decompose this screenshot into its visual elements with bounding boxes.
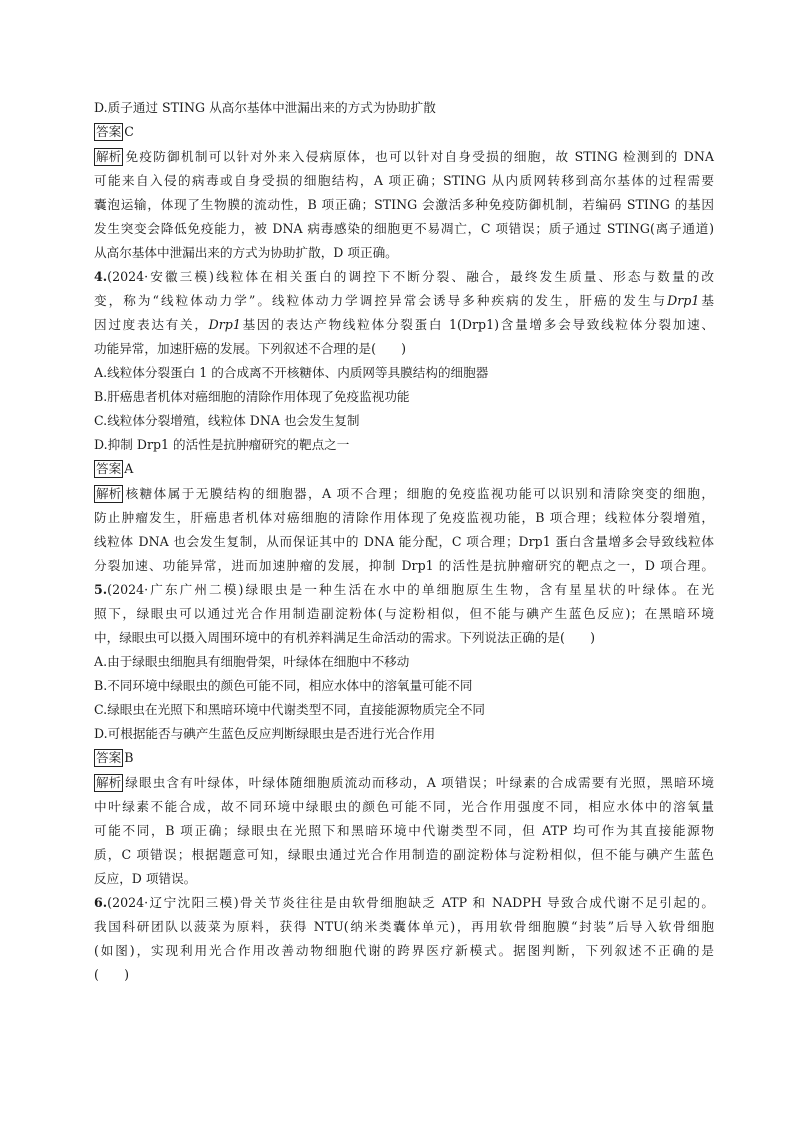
analysis-tag: 解析 [96,149,122,164]
stem-text: (2024·辽宁沈阳三模)骨关节炎往往是由软骨细胞缺乏 ATP 和 NADPH 导致合成代谢不足引起的。 [107,895,714,910]
q4-analysis-line [94,484,714,504]
q6-stem-line: 我国科研团队以菠菜为原料，获得 NTU(纳米类囊体单元)，再用软骨细胞膜“封装”后导入软骨细胞 [94,919,714,934]
q4-option-b: B.肝癌患者机体对癌细胞的清除作用体现了免疫监视功能 [94,389,410,404]
stem-text: 基因的表达产物线粒体分裂蛋白 1(Drp1)含量增多会导致线粒体分裂加速、 [240,317,714,332]
analysis-text: 核糖体属于无膜结构的细胞器，A 项不合理；细胞的免疫监视功能可以识别和清除突变的细胞， [124,486,714,501]
answer-tag: 答案 [96,750,122,765]
q4-answer [94,459,714,479]
answer-value: B [124,750,134,765]
q5-option-a: A.由于绿眼虫细胞具有细胞骨架，叶绿体在细胞中不移动 [94,654,410,669]
analysis-text: 免疫防御机制可以针对外来入侵病原体，也可以针对自身受损的细胞，故 STING 检测到的 DNA [124,149,714,164]
stem-text: (2024·安徽三模)线粒体在相关蛋白的调控下不断分裂、融合，最终发生质量、形态与数量的改 [107,269,714,284]
stem-text: 因过度表达有关， [94,317,209,332]
q5-answer [94,748,714,768]
q4-analysis-line: 防止肿瘤发生，肝癌患者机体对癌细胞的清除作用体现了免疫监视功能，B 项合理；线粒体分裂增殖， [94,510,714,525]
q5-analysis-line: 中叶绿素不能合成，故不同环境中绿眼虫的颜色可能不同，光合作用强度不同，相应水体中的溶氧量 [94,799,714,814]
question-number: 5. [94,582,108,597]
prev-option-d: D.质子通过 STING 从高尔基体中泄漏出来的方式为协助扩散 [94,100,436,115]
q4-analysis-line: 线粒体 DNA 也会发生复制，从而保证其中的 DNA 能分配，C 项合理；Drp1 蛋白含量增多会导致线粒体 [94,534,714,549]
prev-analysis-line: 可能来自入侵的病毒或自身受损的细胞结构，A 项正确；STING 从内质网转移到高尔基体的过程需要 [94,173,714,188]
question-number: 4. [94,269,108,284]
q5-stem-line: 中，绿眼虫可以摄入周围环境中的有机养料满足生命活动的需求。下列说法正确的是( ) [94,630,595,645]
q5-stem-line: 照下，绿眼虫可以通过光合作用制造副淀粉体(与淀粉相似，但不能与碘产生蓝色反应)；在黑暗环境 [94,606,714,621]
gene-name: Drp1 [667,293,700,308]
q5-analysis-line: 可能不同，B 项正确；绿眼虫在光照下和黑暗环境中代谢类型不同，但 ATP 均可作为其直接能源物 [94,823,714,838]
answer-value: C [124,124,134,139]
q5-stem-line [94,580,714,600]
analysis-text: 绿眼虫含有叶绿体，叶绿体随细胞质流动而移动，A 项错误；叶绿素的合成需要有光照，黑暗环境 [124,775,714,790]
q5-analysis-line: 反应，D 项错误。 [94,871,197,886]
analysis-tag: 解析 [96,775,122,790]
question-number: 6. [94,895,108,910]
q5-analysis-line: 质，C 项错误；根据题意可知，绿眼虫通过光合作用制造的副淀粉体与淀粉相似，但不能与碘产生蓝色 [94,847,714,862]
answer-tag: 答案 [96,124,122,139]
answer-tag: 答案 [96,461,122,476]
q4-stem-line: 功能异常，加速肝癌的发展。下列叙述不合理的是( ) [94,341,407,356]
prev-answer [94,122,714,142]
gene-name: Drp1 [208,317,241,332]
q6-stem-line: ( ) [94,967,130,982]
prev-analysis-line [94,147,714,167]
q4-option-a: A.线粒体分裂蛋白 1 的合成离不开核糖体、内质网等具膜结构的细胞器 [94,365,489,380]
analysis-tag: 解析 [96,486,122,501]
stem-text: 变，称为“线粒体动力学”。线粒体动力学调控异常会诱导多种疾病的发生，肝癌的发生与 [94,293,668,308]
stem-text: (2024·广东广州二模)绿眼虫是一种生活在水中的单细胞原生生物，含有星星状的叶绿体。在光 [107,582,714,597]
q4-option-c: C.线粒体分裂增殖，线粒体 DNA 也会发生复制 [94,413,360,428]
q5-option-d: D.可根据能否与碘产生蓝色反应判断绿眼虫是否进行光合作用 [94,726,436,741]
q4-analysis-line: 分裂加速、功能异常，进而加速肿瘤的发展，抑制 Drp1 的活性是抗肿瘤研究的靶点之一，D 项合理。 [94,558,714,573]
q5-option-b: B.不同环境中绿眼虫的颜色可能不同，相应水体中的溶氧量可能不同 [94,678,473,693]
prev-analysis-line: 从高尔基体中泄漏出来的方式为协助扩散，D 项正确。 [94,245,398,260]
prev-analysis-line: 发生突变会降低免疫能力，被 DNA 病毒感染的细胞更不易凋亡，C 项错误；质子通过 STING(离子通道) [94,221,714,236]
q6-stem-line [94,893,714,913]
q4-option-d: D.抑制 Drp1 的活性是抗肿瘤研究的靶点之一 [94,437,350,452]
q4-stem-line [94,267,714,287]
q4-stem-line [94,315,714,335]
q5-analysis-line [94,773,714,793]
q6-stem-line: (如图)，实现利用光合作用改善动物细胞代谢的跨界医疗新模式。据图判断，下列叙述不正确的是 [94,943,714,958]
answer-value: A [124,461,134,476]
q4-stem-line [94,291,714,311]
prev-analysis-line: 囊泡运输，体现了生物膜的流动性，B 项正确；STING 会激活多种免疫防御机制，若编码 STING 的基因 [94,197,714,212]
q5-option-c: C.绿眼虫在光照下和黑暗环境中代谢类型不同，直接能源物质完全不同 [94,702,486,717]
stem-text: 基 [699,293,714,308]
